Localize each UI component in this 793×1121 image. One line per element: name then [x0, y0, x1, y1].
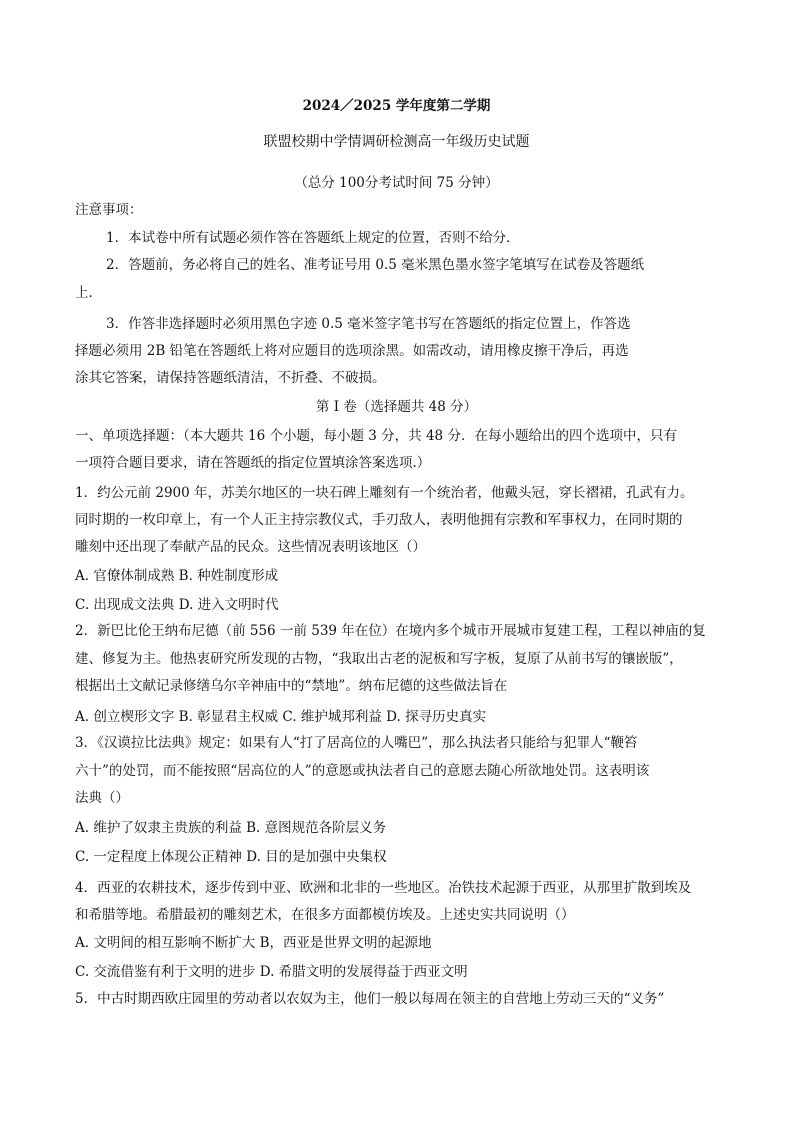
notice-item-3-line-3: 涂其它答案，请保持答题纸清洁，不折叠、不破损。	[75, 370, 386, 386]
question-3-line-1: 3．《汉谟拉比法典》规定：如果有人“打了居高位的人嘴巴”，那么执法者只能给与犯罪人“鞭笞	[75, 735, 638, 751]
question-4-options-2: C. 交流借鉴有利于文明的进步 D. 希腊文明的发展得益于西亚文明	[75, 964, 468, 980]
question-1-line-3: 雕刻中还出现了奉献产品的民众。这些情况表明该地区（）	[75, 539, 426, 555]
question-3-line-3: 法典（）	[75, 790, 129, 806]
section-intro-line-1: 一、单项选择题：（本大题共 16 个小题，每小题 3 分，共 48 分．在每小题给出的四个选项中，只有	[75, 428, 677, 444]
question-4-line-2: 和希腊等地。希腊最初的雕刻艺术，在很多方面都模仿埃及。上述史实共同说明（）	[75, 907, 575, 923]
notice-item-2-line-2: 上.	[75, 285, 93, 301]
question-1-options-1: A. 官僚体制成熟 B. 种姓制度形成	[75, 568, 279, 584]
question-5-line-1: 5．中古时期西欧庄园里的劳动者以农奴为主，他们一般以每周在领主的自营地上劳动三天的“义务”	[75, 991, 665, 1007]
question-3-options-1: A. 维护了奴隶主贵族的利益 B. 意图规范各阶层义务	[75, 820, 387, 836]
section-title: 第 I 卷（选择题共 48 分）	[315, 399, 478, 415]
notice-item-1: 1．本试卷中所有试题必须作答在答题纸上规定的位置，否则不给分．	[106, 230, 520, 246]
notice-item-2-line-1: 2．答题前，务必将自己的姓名、准考证号用 0.5 毫米黑色墨水签字笔填写在试卷及答题纸	[106, 257, 645, 273]
question-1-line-2: 同时期的一枚印章上，有一个人正主持宗教仪式，手刃敌人，表明他拥有宗教和军事权力，在同时期的	[75, 512, 683, 528]
exam-title: 联盟校期中学情调研检测高一年级历史试题	[263, 134, 530, 150]
question-4-options-1: A. 文明间的相互影响不断扩大 B，西亚是世界文明的起源地	[75, 935, 432, 951]
question-1-line-1: 1．约公元前 2900 年，苏美尔地区的一块石碑上雕刻有一个统治者，他戴头冠，穿长褶裙，孔武有力。	[75, 485, 694, 501]
question-2-line-1: 2．新巴比伦王纳布尼德（前 556 一前 539 年在位）在境内多个城市开展城市复建工程，工程以神庙的复	[75, 623, 706, 639]
question-2-options: A. 创立楔形文字 B. 彰显君主权威 C. 维护城邦利益 D. 探寻历史真实	[75, 709, 487, 725]
question-2-line-3: 根据出土文献记录修缮乌尔辛神庙中的“禁地”。纳布尼德的这些做法旨在	[75, 678, 508, 694]
question-3-line-2: 六十”的处罚，而不能按照“居高位的人”的意愿或执法者自己的意愿去随心所欲地处罚。这表明该	[75, 763, 650, 779]
notice-item-3-line-1: 3．作答非选择题时必须用黑色字迹 0.5 毫米签字笔书写在答题纸的指定位置上，作答选	[106, 316, 631, 332]
exam-meta: （总分 100分考试时间 75 分钟）	[294, 175, 499, 191]
question-1-options-2: C. 出现成文法典 D. 进入文明时代	[75, 597, 279, 613]
question-2-line-2: 建、修复为主。他热衷研究所发现的古物，“我取出古老的泥板和写字板，复原了从前书写的镶嵌版”，	[75, 651, 683, 667]
term-heading: 2024／2025 学年度第二学期	[302, 98, 491, 114]
question-4-line-1: 4．西亚的农耕技术，逐步传到中亚、欧洲和北非的一些地区。冶铁技术起源于西亚，从那里扩散到埃及	[75, 880, 692, 896]
notice-heading: 注意事项：	[75, 202, 143, 218]
section-intro-line-2: 一项符合题目要求，请在答题纸的指定位置填涂答案选项.）	[75, 455, 431, 471]
question-3-options-2: C. 一定程度上体现公正精神 D. 目的是加强中央集权	[75, 849, 387, 865]
notice-item-3-line-2: 择题必须用 2B 铅笔在答题纸上将对应题目的选项涂黑。如需改动，请用橡皮擦干净后，再选	[75, 343, 629, 359]
